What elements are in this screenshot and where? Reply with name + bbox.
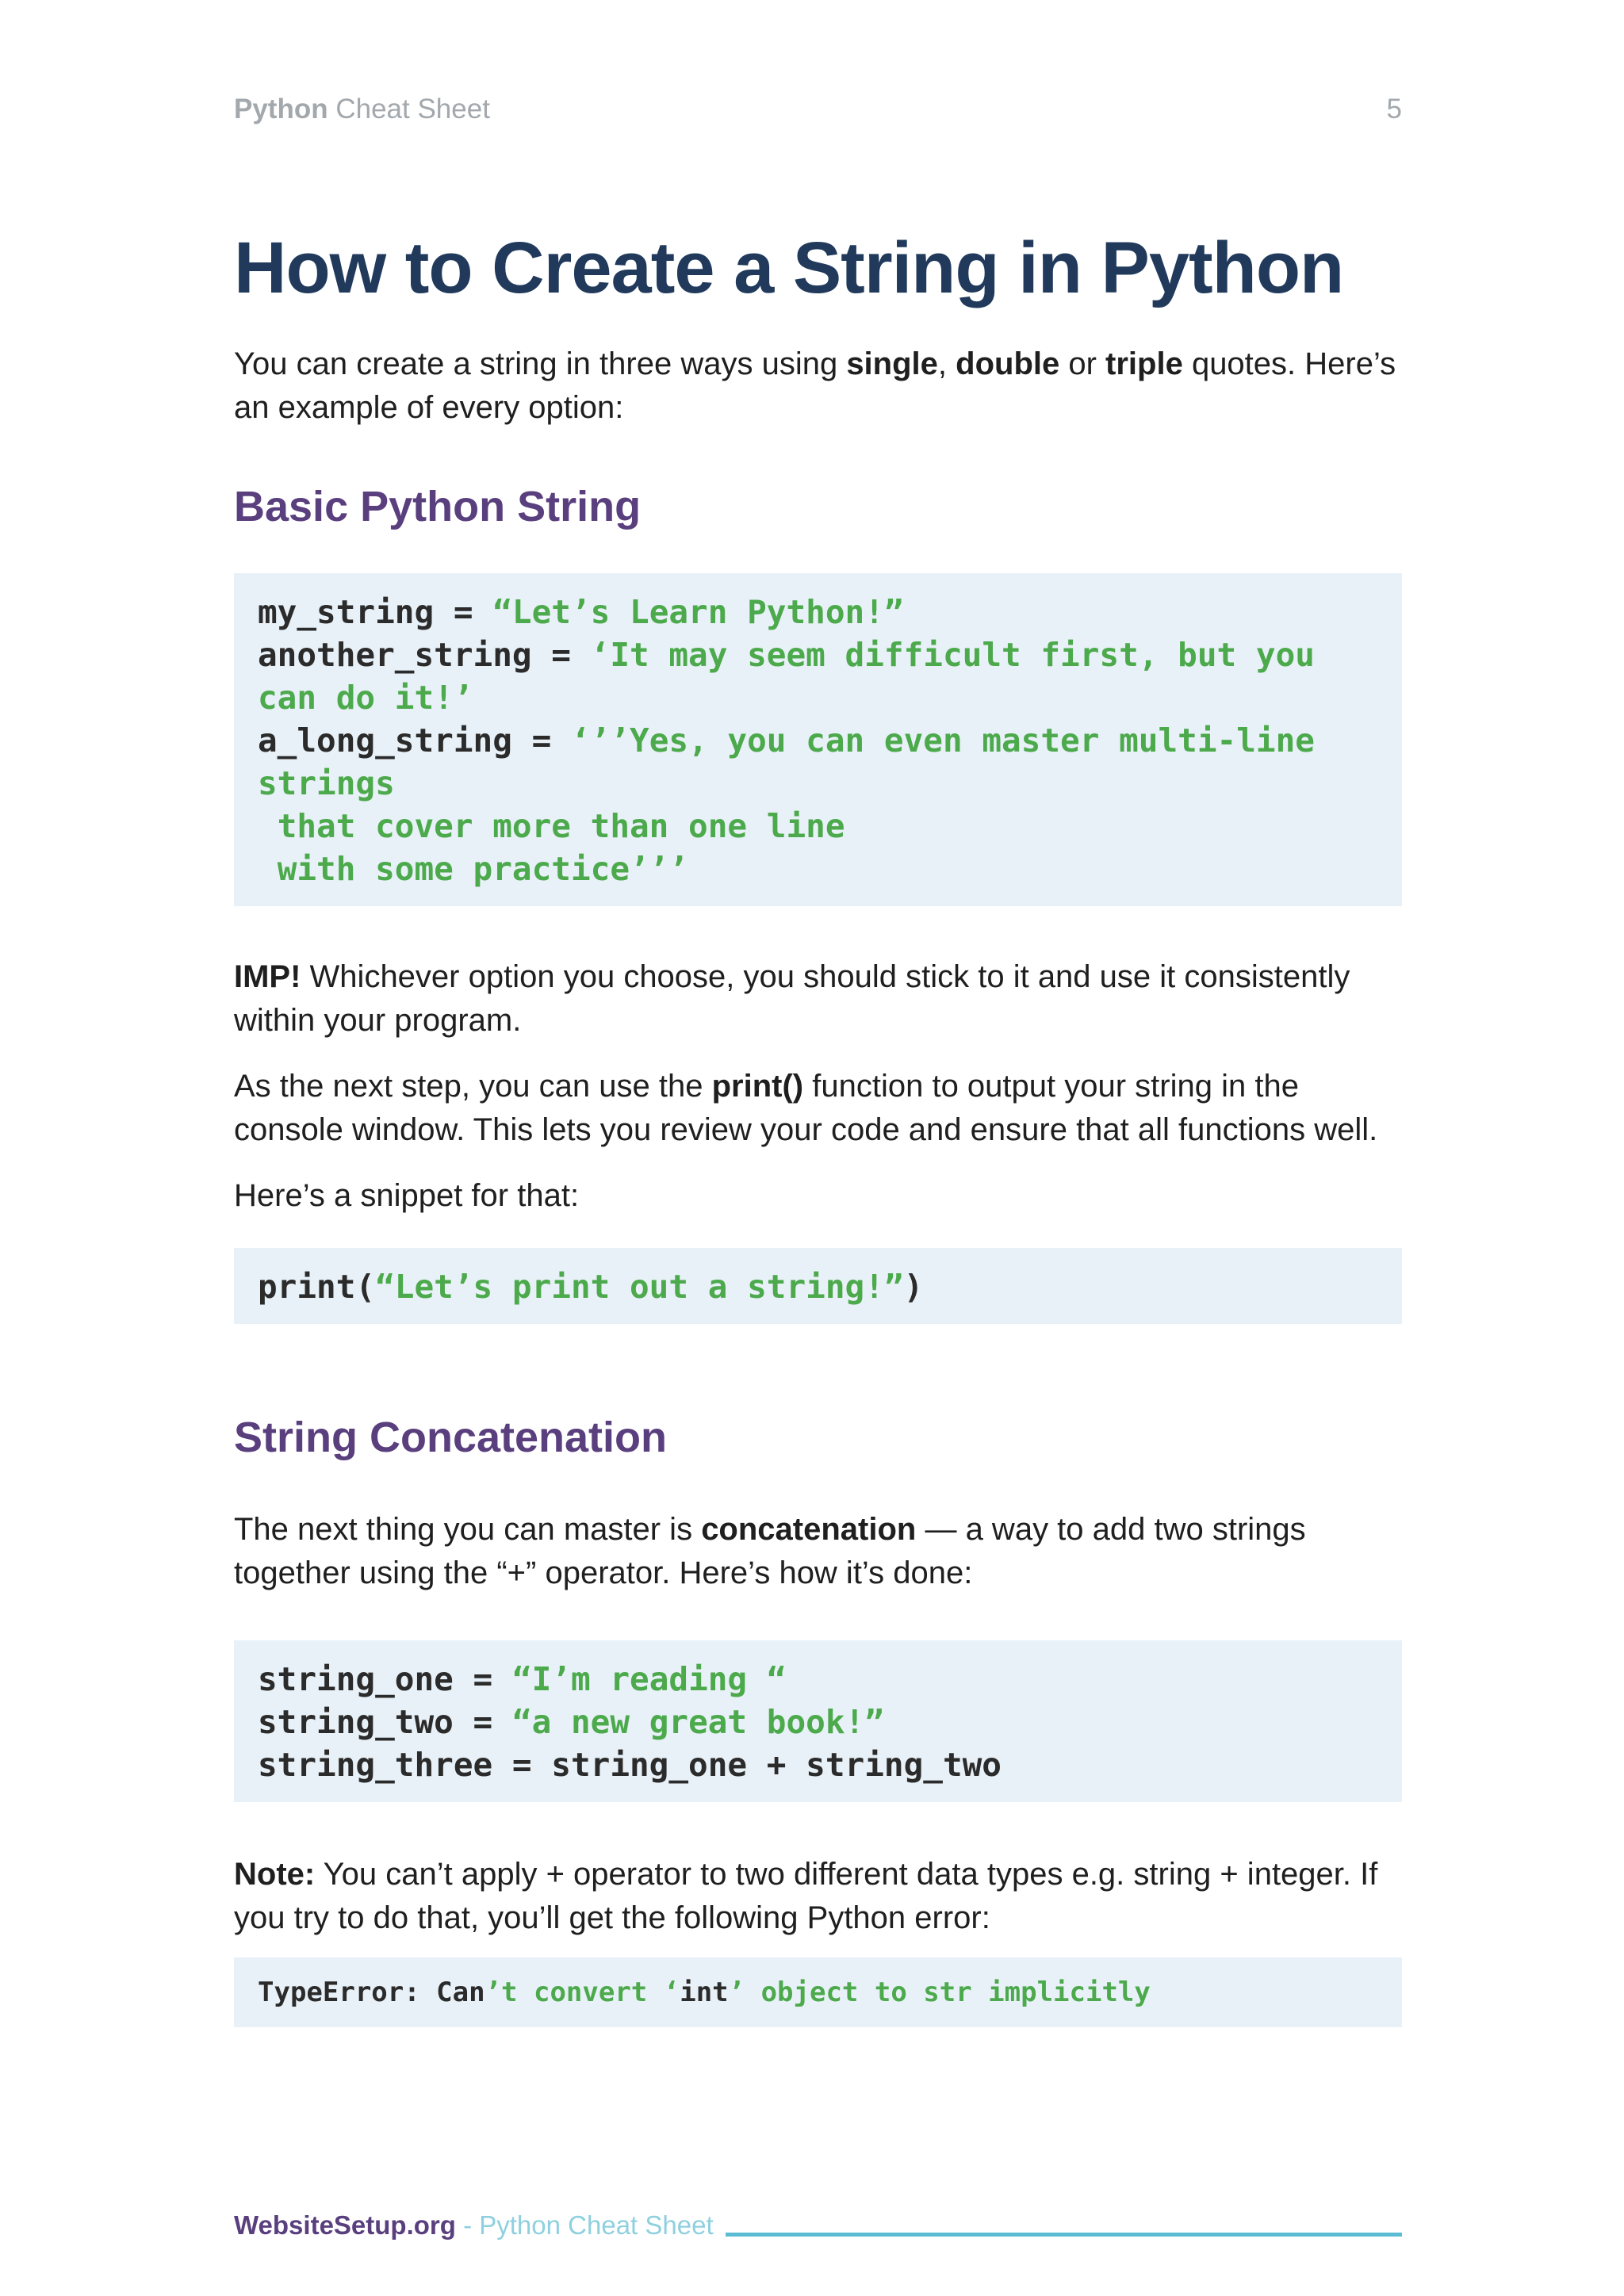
imp-paragraph: [234, 955, 1402, 1043]
page-header: [234, 94, 1402, 125]
code-line: a_long_string = ‘’’Yes, you can even master multi-line strings: [258, 721, 1335, 802]
imp-text: Whichever option you choose, you should stick to it and use it consistently within your program.: [234, 959, 1350, 1038]
intro-paragraph: [234, 342, 1402, 430]
code-block-basic-string: [234, 573, 1402, 906]
section-heading-concatenation: String Concatenation: [234, 1414, 668, 1461]
bold-concatenation: concatenation: [701, 1512, 917, 1547]
code-block-concatenation: [234, 1640, 1402, 1802]
code-block-type-error: TypeError: Can’t convert ‘int’ object to str implicitly: [234, 1957, 1402, 2027]
footer-subtitle: - Python Cheat Sheet: [455, 2210, 714, 2240]
intro-text: ,: [937, 346, 956, 381]
snippet-intro: Here’s a snippet for that:: [234, 1178, 580, 1213]
next-step-paragraph: As the next step, you can use the print() function to output your string in the console window. This lets you review your code and ensure that all functions well.: [234, 1069, 1378, 1147]
concatenation-paragraph: The next thing you can master is concatenation — a way to add two strings together using the “+” operator. Here’s how it’s done:: [234, 1512, 1306, 1590]
intro-text: or: [1059, 346, 1106, 381]
code-line: another_string = ‘It may seem difficult first, but you can do it!’: [258, 636, 1335, 717]
bold-single: single: [846, 346, 938, 381]
page-number: 5: [1386, 94, 1402, 124]
footer-divider: [726, 2233, 1402, 2237]
intro-text: quotes. Here’s an example of every option:: [234, 346, 1396, 425]
code-line: with some practice’’’: [258, 850, 689, 888]
code-line: string_three = string_one + string_two: [258, 1746, 1002, 1784]
note-paragraph: [234, 1853, 1402, 1940]
bold-double: double: [956, 346, 1060, 381]
note-text: You can’t apply + operator to two different data types e.g. string + integer. If you try to do that, you’ll get the following Python error:: [234, 1857, 1378, 1935]
code-block-print: print(“Let’s print out a string!”): [234, 1248, 1402, 1324]
page-title: How to Create a String in Python: [234, 228, 1344, 308]
header-subtitle: Cheat Sheet: [335, 94, 490, 124]
footer-brand: WebsiteSetup.org - Python Cheat Sheet: [234, 2210, 714, 2240]
header-brand: Python: [234, 94, 328, 124]
bold-triple: triple: [1105, 346, 1183, 381]
intro-text: You can create a string in three ways using: [234, 346, 847, 381]
section-heading-basic-string: Basic Python String: [234, 483, 642, 530]
page-footer: [234, 2210, 1402, 2250]
code-line: my_string = “Let’s Learn Python!”: [258, 593, 904, 631]
code-line: string_two = “a new great book!”: [258, 1703, 884, 1741]
header-title: [234, 94, 490, 125]
page-content: [234, 224, 1402, 2027]
print-function-label: print(): [711, 1069, 804, 1104]
code-line: string_one = “I’m reading “: [258, 1660, 787, 1698]
imp-label: IMP!: [234, 959, 301, 994]
note-label: Note:: [234, 1857, 316, 1892]
code-line: that cover more than one line: [258, 807, 845, 845]
